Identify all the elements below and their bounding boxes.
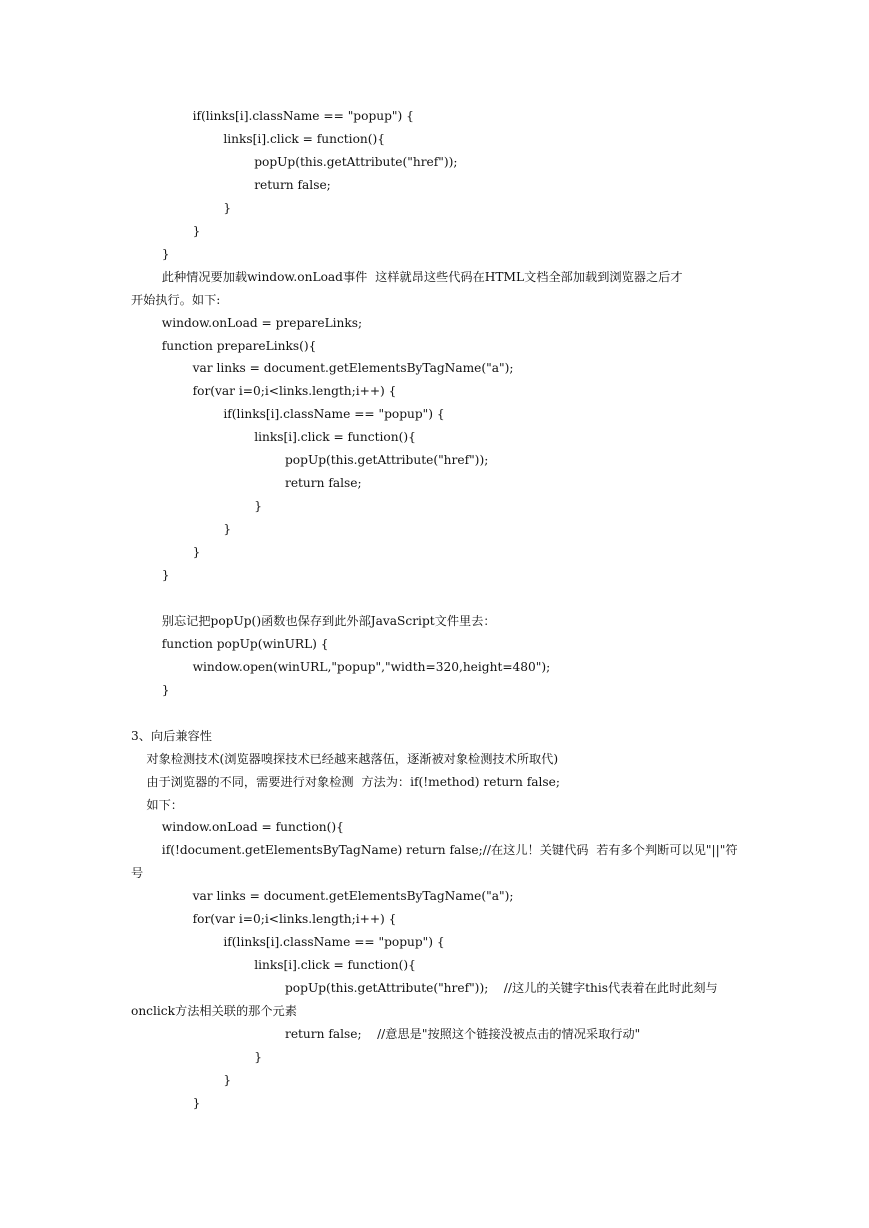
text-line: }: [192, 223, 201, 238]
text-line: 此种情况要加载window.onLoad事件 这样就昂这些代码在HTML文档全部加载到浏览器之后才: [161, 269, 683, 284]
text-line: var links = document.getElementsByTagName("a");: [192, 889, 514, 904]
text-line: }: [161, 568, 170, 582]
text-line: popUp(this.getAttribute("href"));: [285, 453, 489, 468]
text-line: 3、向后兼容性: [131, 728, 212, 743]
text-line: 如下：: [146, 797, 183, 812]
text-line: links[i].click = function(){: [254, 430, 416, 445]
text-line: function prepareLinks(){: [161, 338, 317, 353]
text-line: function popUp(winURL) {: [161, 636, 329, 651]
text-line: }: [192, 1095, 201, 1110]
text-line: 由于浏览器的不同，需要进行对象检测 方法为：if(!method) return false;: [146, 774, 561, 789]
text-line: }: [192, 545, 201, 560]
text-line: popUp(this.getAttribute("href"));: [254, 154, 458, 169]
text-line: return false; //意思是"按照这个链接没被点击的情况采取行动": [285, 1027, 641, 1041]
text-line: var links = document.getElementsByTagName("a");: [192, 361, 514, 376]
text-line: onclick方法相关联的那个元素: [131, 1004, 297, 1019]
text-line: if(links[i].className == "popup") {: [192, 109, 414, 123]
text-line: window.open(winURL,"popup","width=320,height=480");: [192, 659, 551, 674]
text-line: 开始执行。如下:: [131, 292, 221, 307]
text-line: window.onLoad = prepareLinks;: [161, 315, 363, 330]
text-line: window.onLoad = function(){: [161, 820, 344, 835]
text-line: for(var i=0;i<links.length;i++) {: [192, 912, 397, 927]
text-line: }: [223, 1072, 232, 1087]
text-line: }: [254, 1049, 262, 1064]
text-line: if(links[i].className == "popup") {: [223, 407, 445, 422]
text-line: for(var i=0;i<links.length;i++) {: [192, 384, 397, 399]
text-line: links[i].click = function(){: [223, 131, 386, 146]
text-line: 对象检测技术(浏览器嗅探技术已经越来越落伍，逐渐被对象检测技术所取代): [146, 751, 559, 766]
text-line: }: [223, 522, 232, 537]
text-line: popUp(this.getAttribute("href")); //这儿的关键字this代表着在此时此刻与: [285, 981, 718, 996]
text-line: }: [254, 499, 262, 514]
text-line: }: [161, 682, 170, 697]
text-line: return false;: [285, 476, 362, 491]
text-line: 别忘记把popUp()函数也保存到此外部JavaScript文件里去：: [161, 613, 496, 628]
text-line: return false;: [254, 177, 331, 192]
text-line: links[i].click = function(){: [254, 958, 416, 973]
text-line: }: [161, 246, 170, 261]
text-line: if(links[i].className == "popup") {: [223, 935, 445, 950]
text-line: if(!document.getElementsByTagName) return false;//在这儿！关键代码 若有多个判断可以见"||"符: [161, 843, 738, 858]
text-line: 号: [131, 866, 144, 881]
text-line: }: [223, 200, 232, 215]
